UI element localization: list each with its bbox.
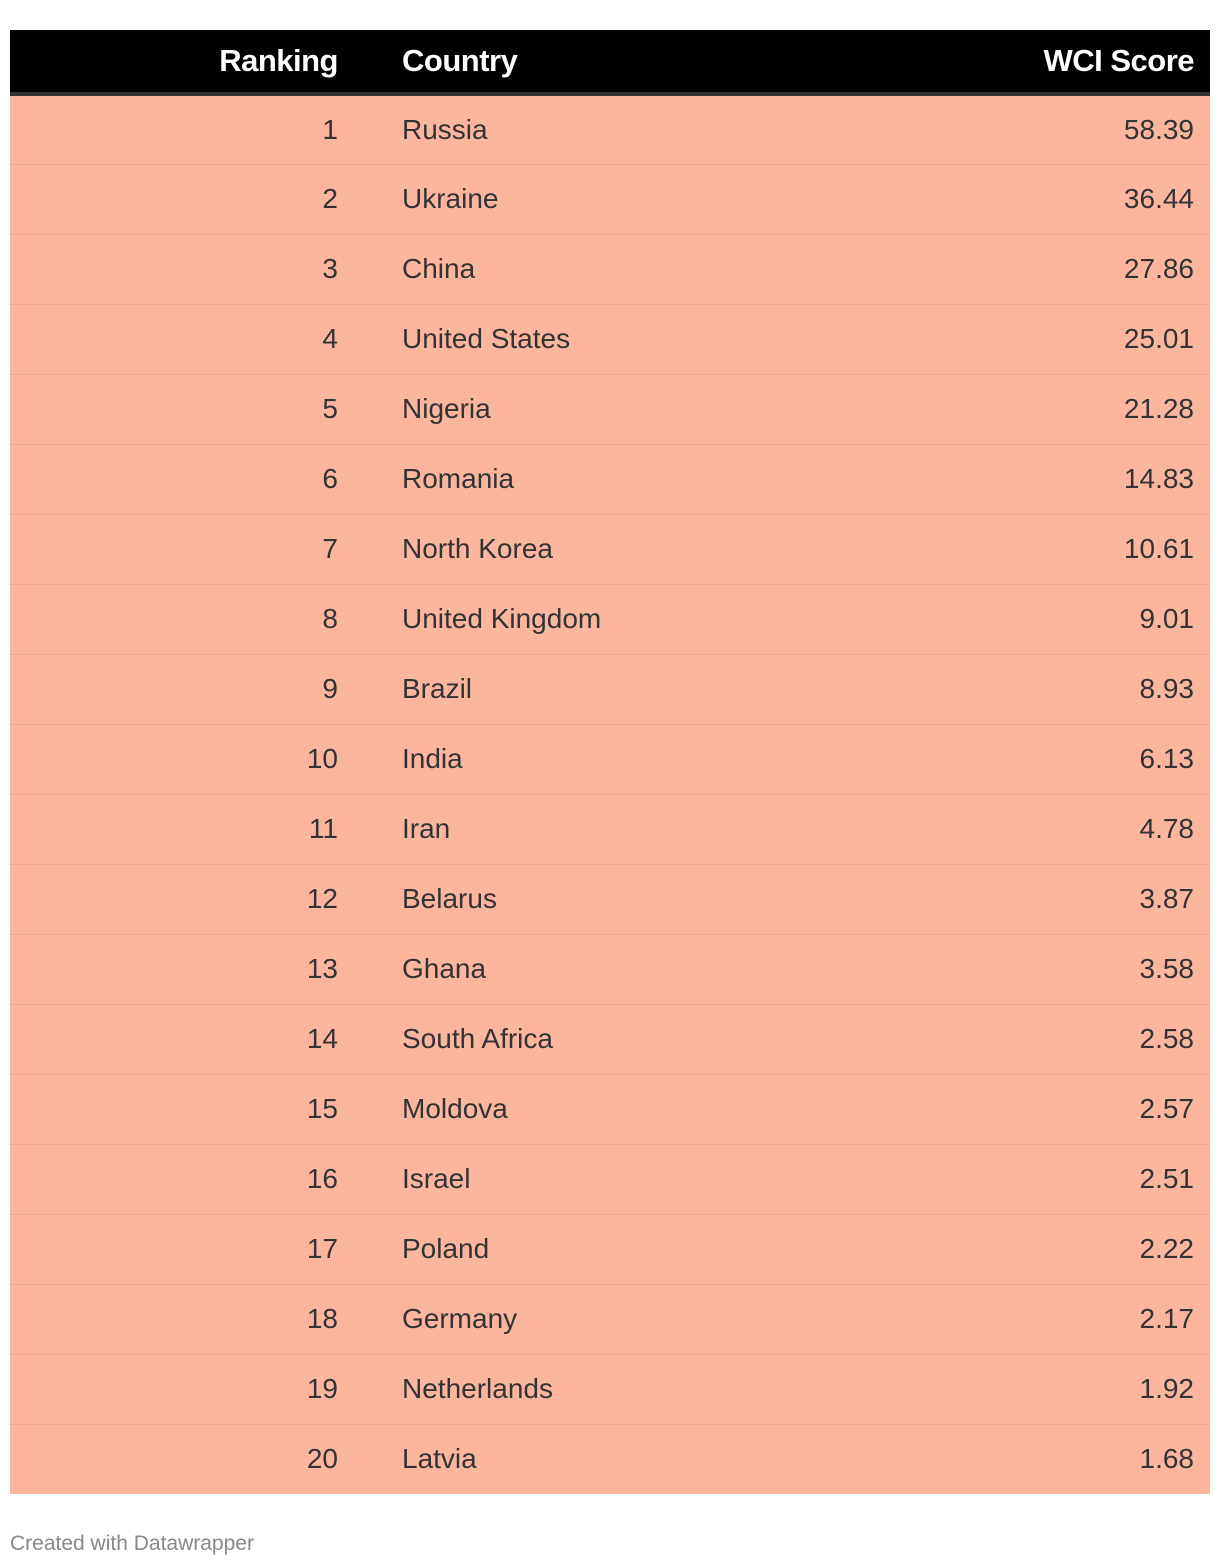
cell-wci-score: 21.28 — [1038, 374, 1210, 444]
table-row — [10, 514, 1210, 584]
ranking-table — [10, 30, 1210, 1494]
cell-ranking: 13 — [10, 934, 402, 1004]
cell-country: Ghana — [402, 934, 1038, 1004]
cell-wci-score: 25.01 — [1038, 304, 1210, 374]
cell-wci-score: 2.57 — [1038, 1074, 1210, 1144]
table-row — [10, 794, 1210, 864]
cell-country: North Korea — [402, 514, 1038, 584]
cell-wci-score: 27.86 — [1038, 234, 1210, 304]
cell-country: Poland — [402, 1214, 1038, 1284]
cell-ranking: 5 — [10, 374, 402, 444]
table-row — [10, 1354, 1210, 1424]
cell-country: Iran — [402, 794, 1038, 864]
table-row — [10, 94, 1210, 164]
header-wci-score[interactable]: WCI Score — [1038, 30, 1210, 94]
cell-wci-score: 3.87 — [1038, 864, 1210, 934]
cell-country: Brazil — [402, 654, 1038, 724]
table-row — [10, 374, 1210, 444]
cell-wci-score: 10.61 — [1038, 514, 1210, 584]
table-row — [10, 724, 1210, 794]
cell-ranking: 7 — [10, 514, 402, 584]
table-row — [10, 1004, 1210, 1074]
cell-wci-score: 8.93 — [1038, 654, 1210, 724]
cell-wci-score: 2.22 — [1038, 1214, 1210, 1284]
table-row — [10, 304, 1210, 374]
table-row — [10, 1214, 1210, 1284]
table-row — [10, 1074, 1210, 1144]
cell-ranking: 4 — [10, 304, 402, 374]
cell-country: Belarus — [402, 864, 1038, 934]
cell-wci-score: 4.78 — [1038, 794, 1210, 864]
cell-wci-score: 2.51 — [1038, 1144, 1210, 1214]
table-header — [10, 30, 1210, 94]
cell-ranking: 18 — [10, 1284, 402, 1354]
cell-country: Russia — [402, 113, 488, 145]
cell-ranking: 14 — [10, 1004, 402, 1074]
cell-wci-score: 6.13 — [1038, 724, 1210, 794]
cell-wci-score: 9.01 — [1038, 584, 1210, 654]
cell-ranking: 16 — [10, 1144, 402, 1214]
cell-country: India — [402, 724, 1038, 794]
cell-country: Germany — [402, 1284, 1038, 1354]
table-row — [10, 444, 1210, 514]
cell-country: Moldova — [402, 1074, 1038, 1144]
cell-ranking: 8 — [10, 584, 402, 654]
cell-country: Latvia — [402, 1424, 1038, 1494]
cell-wci-score: 2.17 — [1038, 1284, 1210, 1354]
table-row — [10, 584, 1210, 654]
cell-country: Romania — [402, 444, 1038, 514]
cell-wci-score: 14.83 — [1038, 444, 1210, 514]
cell-country: United Kingdom — [402, 584, 1038, 654]
cell-wci-score: 1.92 — [1038, 1354, 1210, 1424]
table-row — [10, 1144, 1210, 1214]
cell-ranking: 12 — [10, 864, 402, 934]
cell-wci-score: 2.58 — [1038, 1004, 1210, 1074]
ranking-table-container — [10, 30, 1210, 1494]
cell-country: United States — [402, 304, 1038, 374]
cell-country: Ukraine — [402, 164, 1038, 234]
cell-ranking: 20 — [10, 1424, 402, 1494]
table-row — [10, 1424, 1210, 1494]
header-country[interactable]: Country — [402, 30, 1038, 94]
table-row — [10, 234, 1210, 304]
cell-wci-score: 3.58 — [1038, 934, 1210, 1004]
table-row — [10, 934, 1210, 1004]
table-row — [10, 654, 1210, 724]
table-body — [10, 94, 1210, 1494]
cell-ranking: 6 — [10, 444, 402, 514]
table-header-row — [10, 30, 1210, 94]
cell-ranking: 9 — [10, 654, 402, 724]
cell-country: China — [402, 234, 1038, 304]
cell-ranking: 10 — [10, 724, 402, 794]
header-ranking[interactable]: Ranking — [10, 30, 402, 94]
table-row — [10, 1284, 1210, 1354]
cell-country: Netherlands — [402, 1354, 1038, 1424]
datawrapper-credit: Created with Datawrapper — [10, 1532, 254, 1555]
cell-ranking: 17 — [10, 1214, 402, 1284]
cell-country: Israel — [402, 1144, 1038, 1214]
table-row — [10, 864, 1210, 934]
cell-ranking: 2 — [10, 164, 402, 234]
cell-wci-score: 58.39 — [1123, 113, 1194, 145]
cell-country: Nigeria — [402, 374, 1038, 444]
cell-wci-score: 36.44 — [1038, 164, 1210, 234]
cell-ranking: 11 — [10, 794, 402, 864]
cell-ranking: 3 — [10, 234, 402, 304]
cell-ranking: 1 — [322, 113, 338, 145]
cell-ranking: 19 — [10, 1354, 402, 1424]
cell-wci-score: 1.68 — [1038, 1424, 1210, 1494]
cell-ranking: 15 — [10, 1074, 402, 1144]
table-row — [10, 164, 1210, 234]
cell-country: South Africa — [402, 1004, 1038, 1074]
